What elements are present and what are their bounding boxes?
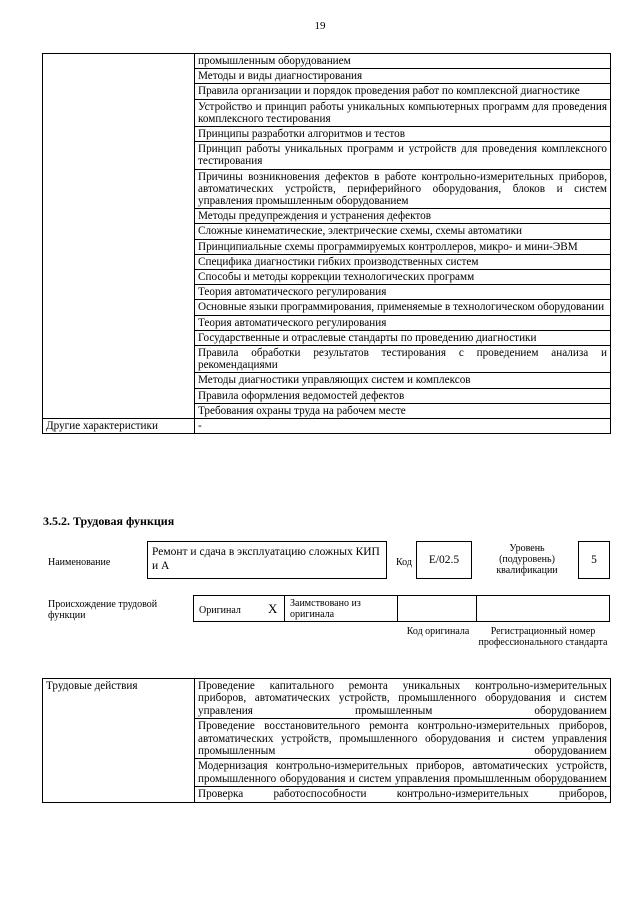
original-mark: X [268,601,278,616]
code-original-label: Код оригинала [406,626,470,637]
knowledge-item: Сложные кинематические, электрические схемы, схемы автоматики [195,224,611,239]
knowledge-item: Принципиальные схемы программируемых контроллеров, микро- и мини-ЭВМ [195,239,611,254]
reg-number-label: Регистрационный номер профессионального стандарта [478,626,608,648]
knowledge-item: Принципы разработки алгоритмов и тестов [195,127,611,142]
knowledge-item: Устройство и принцип работы уникальных компьютерных программ для проведения комплексного тестирования [195,99,611,126]
knowledge-item: Основные языки программирования, применяемые в технологическом оборудовании [195,300,611,315]
other-characteristics-label: Другие характеристики [43,419,195,434]
knowledge-item: Правила обработки результатов тестирования с проведением анализа и рекомендациями [195,346,611,373]
knowledge-item: Причины возникновения дефектов в работе контрольно-измерительных приборов, автоматических устройств, периферийного оборудования, блоков и систем управления промышленным оборудованием [195,169,611,209]
other-characteristics-value: - [195,419,611,434]
code-box [416,541,472,579]
knowledge-item: Теория автоматического регулирования [195,315,611,330]
knowledge-item: Теория автоматического регулирования [195,285,611,300]
borrowed-label: Заимствовано из оригинала [290,598,361,620]
knowledge-item: промышленным оборудованием [195,54,611,69]
name-box [147,541,387,579]
code-value: E/02.5 [428,554,460,566]
knowledge-row [43,54,611,69]
knowledge-item: Способы и методы коррекции технологических программ [195,270,611,285]
origin-label: Происхождение трудовой функции [48,599,158,621]
knowledge-label-cell [43,54,195,419]
labour-action-item: Модернизация контрольно-измерительных приборов, автоматических устройств, промышленного оборудования и систем управления промышленным оборудованием [195,759,611,787]
code-original-box [397,595,477,622]
code-label: Код [396,557,412,568]
knowledge-item: Государственные и отраслевые стандарты по проведению диагностики [195,330,611,345]
labour-action-item: Проведение восстановительного ремонта контрольно-измерительных приборов, автоматических устройств, промышленного оборудования и систем управления промышленным оборудованием [195,719,611,759]
knowledge-item: Требования охраны труда на рабочем месте [195,403,611,418]
level-box [578,541,610,579]
page-number: 19 [314,20,326,32]
function-name: Ремонт и сдача в эксплуатацию сложных КИП и А [152,546,380,572]
knowledge-item: Правила оформления ведомостей дефектов [195,388,611,403]
labour-actions-label: Трудовые действия [43,679,195,803]
knowledge-item: Методы диагностики управляющих систем и комплексов [195,373,611,388]
labour-action-row [43,679,611,719]
level-value: 5 [591,554,597,566]
section-title: 3.5.2. Трудовая функция [43,514,175,528]
knowledge-table [42,53,611,434]
knowledge-item: Правила организации и порядок проведения работ по комплексной диагностике [195,84,611,99]
reg-number-box [476,595,610,622]
knowledge-item: Принцип работы уникальных программ и устройств для проведения комплексного тестирования [195,142,611,169]
labour-action-item: Проведение капитального ремонта уникальных контрольно-измерительных приборов, автоматических устройств, промышленного оборудования и систем управления промышленным оборудованием [195,679,611,719]
labour-action-item: Проверка работоспособности контрольно-измерительных приборов, [195,787,611,802]
original-label: Оригинал [199,605,241,616]
original-box [193,595,285,622]
level-label: Уровень (подуровень) квалификации [496,543,558,576]
knowledge-item: Специфика диагностики гибких производственных систем [195,254,611,269]
labour-actions-table [42,678,611,803]
other-characteristics-row [43,419,611,434]
borrowed-box [284,595,398,622]
knowledge-item: Методы предупреждения и устранения дефектов [195,209,611,224]
knowledge-item: Методы и виды диагностирования [195,69,611,84]
name-label: Наименование [48,557,111,568]
